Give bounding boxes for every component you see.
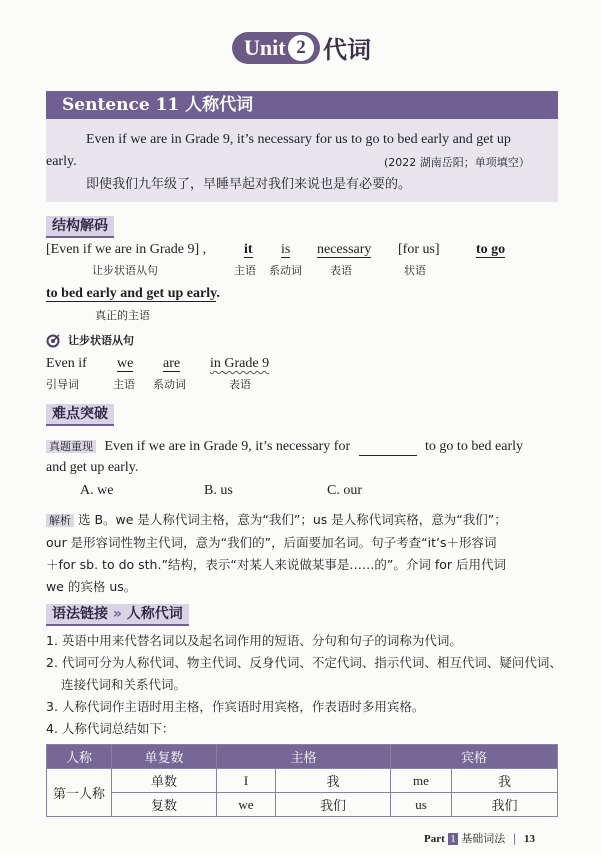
structure-it: it	[244, 242, 253, 257]
unit-word: Unit	[244, 35, 286, 60]
structure-real-subject-note: 真正的主语	[95, 309, 150, 322]
grammar-topic: 人称代词	[126, 606, 183, 622]
sub-are: are	[163, 356, 181, 371]
grammar-points	[46, 630, 562, 740]
table-row	[47, 793, 558, 817]
sub-even-if-note: 引导词	[46, 378, 79, 391]
header-person: 人称	[47, 745, 112, 769]
option-b: B. us	[204, 483, 233, 498]
option-a: A. we	[80, 483, 114, 498]
analysis-line: 选 B。we 是人称代词主格，意为“我们”；us 是人称代词宾格，意为“我们”；	[77, 512, 507, 527]
structure-clause: [Even if we are in Grade 9] ,	[46, 242, 207, 257]
structure-it-note: 主语	[234, 264, 256, 277]
analysis-block	[46, 509, 507, 598]
unit-number: 2	[288, 35, 314, 61]
sub-in-grade: in Grade 9	[210, 356, 270, 371]
pronoun-table	[46, 744, 558, 817]
cell-subject-cn: 我们	[276, 793, 391, 817]
cell-object-cn: 我们	[452, 793, 558, 817]
table-row	[47, 769, 558, 793]
structure-necessary: necessary	[317, 242, 372, 257]
question	[46, 437, 523, 456]
sentence-source: (2022 湖南岳阳；单项填空）	[384, 156, 530, 169]
structure-for-us-note: 状语	[404, 264, 426, 277]
section-heading-grammar	[46, 604, 189, 626]
footer-part-number: 1	[450, 833, 456, 845]
question-tag: 真题重现	[46, 440, 96, 453]
grammar-heading: 语法链接	[52, 606, 108, 622]
grammar-point: 2. 代词可分为人称代词、物主代词、反身代词、不定代词、指示代词、相互代词、疑问代词、	[46, 655, 562, 670]
cell-object-cn: 我	[452, 769, 558, 793]
analysis-tag: 解析	[46, 514, 74, 527]
cell-object-en: us	[391, 793, 452, 817]
cell-subject-en: I	[217, 769, 276, 793]
grammar-point: 3. 人称代词作主语时用主格，作宾语时用宾格，作表语时多用宾格。	[46, 699, 425, 714]
section-heading-difficulty: 难点突破	[46, 404, 114, 426]
sentence-chinese: 即使我们九年级了，早睡早起对我们来说也是有必要的。	[86, 177, 412, 192]
analysis-line: ＋for sb. to do sth.”结构，表示“对某人来说做某事是……的”。介词 for 后用代词	[46, 557, 507, 572]
header-object: 宾格	[391, 745, 558, 769]
double-chevron-icon: »	[112, 606, 122, 622]
sub-even-if: Even if	[46, 356, 87, 371]
cell-subject-en: we	[217, 793, 276, 817]
answer-blank	[359, 437, 417, 456]
cell-subject-cn: 我	[276, 769, 391, 793]
sub-are-note: 系动词	[153, 378, 186, 391]
sub-we: we	[117, 356, 134, 371]
question-text-b: to go to bed early	[425, 439, 524, 454]
cell-person: 第一人称	[47, 769, 112, 817]
unit-badge	[232, 32, 320, 64]
structure-clause-note: 让步状语从句	[92, 264, 158, 277]
section-heading-structure: 结构解码	[46, 216, 114, 238]
sentence-title-bar	[46, 91, 558, 119]
grammar-point: 连接代词和关系代词。	[61, 677, 187, 692]
question-text-a: Even if we are in Grade 9, it’s necessary for	[104, 439, 351, 454]
sub-in-grade-note: 表语	[229, 378, 251, 391]
page-footer: Part 1 基础词法 | 13	[424, 832, 535, 845]
structure-real-subject: to bed early and get up early	[46, 286, 217, 301]
header-number: 单复数	[112, 745, 217, 769]
structure-is: is	[281, 242, 291, 257]
analysis-line: our 是形容词性物主代词，意为“我们的”，后面要加名词。句子考查“it’s＋形容词	[46, 535, 497, 550]
footer-part-title: 基础词法	[461, 832, 506, 845]
page-number: 13	[523, 833, 535, 845]
sentence-title: Sentence 11 人称代词	[62, 95, 254, 115]
structure-period: .	[216, 286, 220, 301]
question-line2: and get up early.	[46, 460, 139, 475]
structure-is-note: 系动词	[269, 264, 302, 277]
structure-for-us: [for us]	[398, 242, 440, 257]
target-icon	[46, 334, 60, 348]
sentence-english-line1: Even if we are in Grade 9, it’s necessary for us to go to bed early and get up	[86, 132, 511, 147]
grammar-point: 1. 英语中用来代替名词以及起名词作用的短语、分句和句子的词称为代词。	[46, 633, 462, 648]
table-header-row	[47, 745, 558, 769]
cell-number: 复数	[112, 793, 217, 817]
structure-to-go: to go	[476, 242, 506, 257]
sub-we-note: 主语	[113, 378, 135, 391]
analysis-line: we 的宾格 us。	[46, 579, 137, 594]
grammar-point: 4. 人称代词总结如下：	[46, 721, 175, 736]
option-c: C. our	[327, 483, 362, 498]
cell-object-en: me	[391, 769, 452, 793]
sentence-english-line2: early.	[46, 154, 77, 169]
unit-title: 代词	[323, 36, 371, 64]
target-heading-label: 让步状语从句	[68, 334, 134, 347]
cell-number: 单数	[112, 769, 217, 793]
footer-part-word: Part	[424, 833, 445, 845]
header-subject: 主格	[217, 745, 391, 769]
structure-necessary-note: 表语	[330, 264, 352, 277]
